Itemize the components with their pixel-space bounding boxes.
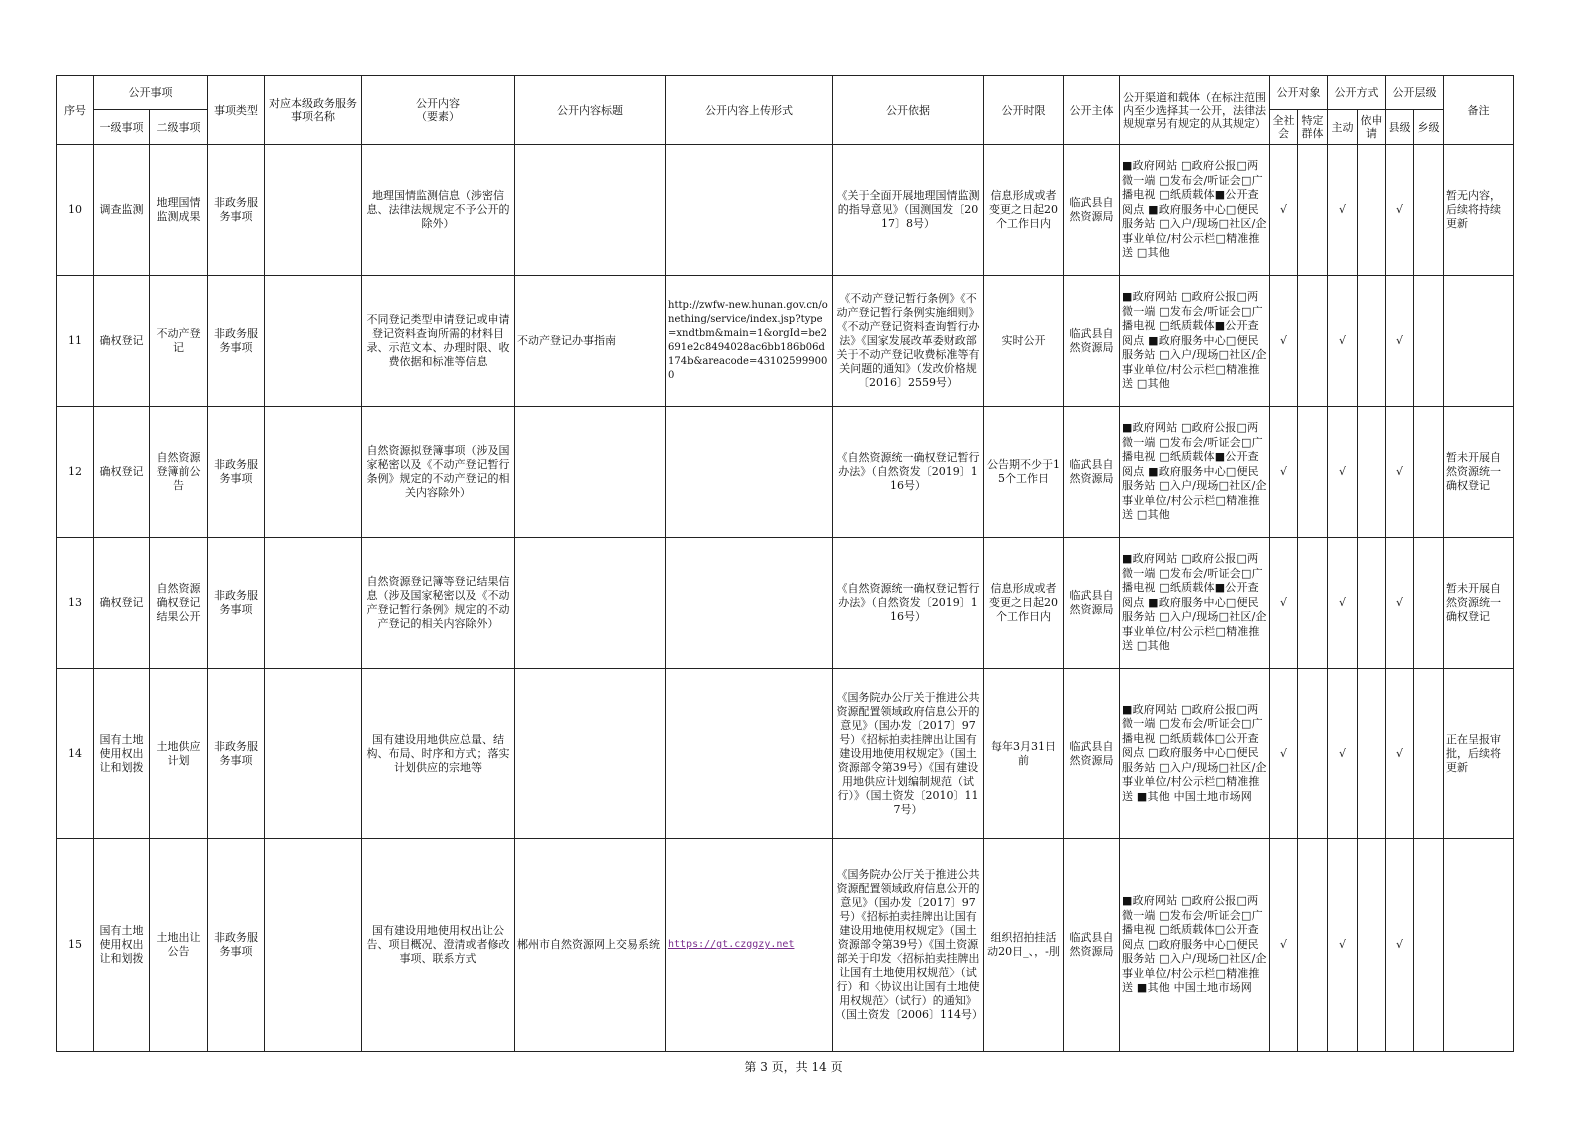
row-channels: ■政府网站 □政府公报□两微一端 □发布会/听证会□广播电视 □纸质载体□公开查阅点 □政府服务中心□便民服务站 □入户/现场□社区/企事业单位/村公示栏□精准推送 ■其他 中国土地市场网 — [1120, 839, 1270, 1052]
row-type: 非政务服务事项 — [208, 839, 265, 1052]
row-service-name — [265, 407, 362, 538]
row-subject: 临武县自然资源局 — [1064, 538, 1120, 669]
row-mode-apply — [1358, 669, 1386, 839]
row-mode-apply — [1358, 145, 1386, 276]
row-target-specific — [1298, 538, 1328, 669]
table-row — [57, 669, 1514, 839]
header-level-group: 公开层级 — [1386, 76, 1444, 110]
row-level1: 确权登记 — [94, 276, 150, 407]
header-level2: 二级事项 — [150, 110, 208, 145]
row-level-township — [1414, 839, 1444, 1052]
header-content-title: 公开内容标题 — [515, 76, 666, 145]
row-mode-active: √ — [1328, 538, 1358, 669]
row-subject: 临武县自然资源局 — [1064, 145, 1120, 276]
row-subject: 临武县自然资源局 — [1064, 669, 1120, 839]
row-type: 非政务服务事项 — [208, 538, 265, 669]
row-upload-form — [666, 145, 833, 276]
row-level-township — [1414, 669, 1444, 839]
row-upload-form — [666, 669, 833, 839]
row-upload-form[interactable]: http://zwfw-new.hunan.gov.cn/onething/service/index.jsp?type=xndtbm&main=1&orgId=be2691e2c8494028ac6bb186b06d174b&areacode=431025999000 — [666, 276, 833, 407]
row-level-county: √ — [1386, 407, 1414, 538]
header-target-group: 公开对象 — [1270, 76, 1328, 110]
row-content-title — [515, 669, 666, 839]
header-level-township: 乡级 — [1414, 110, 1444, 145]
row-mode-active: √ — [1328, 407, 1358, 538]
row-channels: ■政府网站 □政府公报□两微一端 □发布会/听证会□广播电视 □纸质载体■公开查阅点 ■政府服务中心□便民服务站 □入户/现场□社区/企事业单位/村公示栏□精准推送 □其他 — [1120, 407, 1270, 538]
row-level1: 国有土地使用权出让和划拨 — [94, 669, 150, 839]
row-remark — [1444, 839, 1514, 1052]
row-level1: 确权登记 — [94, 407, 150, 538]
header-time-limit: 公开时限 — [984, 76, 1064, 145]
row-time-limit: 组织招拍挂活动20日_、，-刖 — [984, 839, 1064, 1052]
row-service-name — [265, 145, 362, 276]
row-content: 国有建设用地供应总量、结构、布局、时序和方式；落实计划供应的宗地等 — [362, 669, 515, 839]
row-remark — [1444, 276, 1514, 407]
header-target-specific: 特定群体 — [1298, 110, 1328, 145]
row-mode-active: √ — [1328, 669, 1358, 839]
row-mode-active: √ — [1328, 145, 1358, 276]
row-level-township — [1414, 145, 1444, 276]
row-target-all: √ — [1270, 407, 1298, 538]
header-service-name: 对应本级政务服务事项名称 — [265, 76, 362, 145]
row-time-limit: 实时公开 — [984, 276, 1064, 407]
row-basis: 《国务院办公厅关于推进公共资源配置领域政府信息公开的意见》（国办发〔2017〕97号）《招标拍卖挂牌出让国有建设用地使用权规定》（国土资源部令第39号）《国有建设用地供应计划编制规范（试行）》（国土资发〔2010〕117号） — [833, 669, 984, 839]
row-content: 自然资源登记簿等登记结果信息（涉及国家秘密以及《不动产登记暂行条例》规定的不动产登记的相关内容除外） — [362, 538, 515, 669]
row-service-name — [265, 276, 362, 407]
row-content-title — [515, 407, 666, 538]
row-target-all: √ — [1270, 145, 1298, 276]
row-basis: 《国务院办公厅关于推进公共资源配置领域政府信息公开的意见》（国办发〔2017〕97号）《招标拍卖挂牌出让国有建设用地使用权规定》（国土资源部令第39号）《国土资源部关于印发〈招标拍卖挂牌出让国有土地使用权规范〉（试行）和〈协议出让国有土地使用权规范〉（试行）的通知》（国土资发〔2006〕114号） — [833, 839, 984, 1052]
row-seq: 13 — [57, 538, 94, 669]
row-level-county: √ — [1386, 669, 1414, 839]
row-subject: 临武县自然资源局 — [1064, 839, 1120, 1052]
upload-link[interactable]: https://gt.czggzy.net — [668, 939, 795, 950]
row-mode-apply — [1358, 839, 1386, 1052]
row-upload-form — [666, 538, 833, 669]
row-level-county: √ — [1386, 145, 1414, 276]
row-level2: 土地出让公告 — [150, 839, 208, 1052]
header-mode-active: 主动 — [1328, 110, 1358, 145]
row-level2: 土地供应计划 — [150, 669, 208, 839]
row-time-limit: 信息形成或者变更之日起20个工作日内 — [984, 145, 1064, 276]
row-remark: 正在呈报审批，后续将更新 — [1444, 669, 1514, 839]
header-item-group: 公开事项 — [94, 76, 208, 110]
row-subject: 临武县自然资源局 — [1064, 276, 1120, 407]
row-basis: 《关于全面开展地理国情监测的指导意见》（国测国发〔2017〕8号） — [833, 145, 984, 276]
row-time-limit: 公告期不少于15个工作日 — [984, 407, 1064, 538]
row-content-title: 不动产登记办事指南 — [515, 276, 666, 407]
row-service-name — [265, 538, 362, 669]
row-remark: 暂无内容，后续将持续更新 — [1444, 145, 1514, 276]
row-remark: 暂未开展自然资源统一确权登记 — [1444, 538, 1514, 669]
header-level1: 一级事项 — [94, 110, 150, 145]
row-level-county: √ — [1386, 839, 1414, 1052]
row-content-title — [515, 145, 666, 276]
row-target-specific — [1298, 145, 1328, 276]
header-remark: 备注 — [1444, 76, 1514, 145]
row-seq: 14 — [57, 669, 94, 839]
row-basis: 《自然资源统一确权登记暂行办法》（自然资发〔2019〕116号） — [833, 538, 984, 669]
header-content: 公开内容 （要素） — [362, 76, 515, 145]
row-level2: 自然资源确权登记结果公开 — [150, 538, 208, 669]
row-basis: 《不动产登记暂行条例》《不动产登记暂行条例实施细则》《不动产登记资料查询暂行办法》《国家发展改革委财政部关于不动产登记收费标准等有关问题的通知》（发改价格规〔2016〕2559号） — [833, 276, 984, 407]
header-upload-form: 公开内容上传形式 — [666, 76, 833, 145]
row-level-township — [1414, 276, 1444, 407]
row-content-title — [515, 538, 666, 669]
table-row — [57, 407, 1514, 538]
row-channels: ■政府网站 □政府公报□两微一端 □发布会/听证会□广播电视 □纸质载体■公开查阅点 ■政府服务中心□便民服务站 □入户/现场□社区/企事业单位/村公示栏□精准推送 □其他 — [1120, 276, 1270, 407]
table-row — [57, 538, 1514, 669]
row-target-all: √ — [1270, 538, 1298, 669]
row-level2: 地理国情监测成果 — [150, 145, 208, 276]
table-row — [57, 839, 1514, 1052]
row-upload-form — [666, 407, 833, 538]
row-channels: ■政府网站 □政府公报□两微一端 □发布会/听证会□广播电视 □纸质载体■公开查阅点 ■政府服务中心□便民服务站 □入户/现场□社区/企事业单位/村公示栏□精准推送 □其他 — [1120, 145, 1270, 276]
row-seq: 11 — [57, 276, 94, 407]
disclosure-table — [56, 75, 1514, 1052]
row-service-name — [265, 669, 362, 839]
row-mode-active: √ — [1328, 276, 1358, 407]
row-level-county: √ — [1386, 538, 1414, 669]
row-level-county: √ — [1386, 276, 1414, 407]
row-level2: 自然资源登簿前公告 — [150, 407, 208, 538]
header-basis: 公开依据 — [833, 76, 984, 145]
row-channels: ■政府网站 □政府公报□两微一端 □发布会/听证会□广播电视 □纸质载体■公开查阅点 ■政府服务中心□便民服务站 □入户/现场□社区/企事业单位/村公示栏□精准推送 □其他 — [1120, 538, 1270, 669]
header-channels: 公开渠道和载体（在标注范围内至少选择其一公开，法律法规规章另有规定的从其规定） — [1120, 76, 1270, 145]
row-level1: 确权登记 — [94, 538, 150, 669]
row-type: 非政务服务事项 — [208, 407, 265, 538]
row-type: 非政务服务事项 — [208, 276, 265, 407]
header-mode-apply: 依申请 — [1358, 110, 1386, 145]
page-number: 第 3 页，共 14 页 — [744, 1060, 843, 1074]
table-row — [57, 145, 1514, 276]
header-mode-group: 公开方式 — [1328, 76, 1386, 110]
row-content: 不同登记类型申请登记或申请登记资料查询所需的材料目录、示范文本、办理时限、收费依据和标准等信息 — [362, 276, 515, 407]
row-level2: 不动产登记 — [150, 276, 208, 407]
row-content: 国有建设用地使用权出让公告、项目概况、澄清或者修改事项、联系方式 — [362, 839, 515, 1052]
row-mode-apply — [1358, 538, 1386, 669]
row-content: 地理国情监测信息（涉密信息、法律法规规定不予公开的除外） — [362, 145, 515, 276]
row-target-specific — [1298, 669, 1328, 839]
row-mode-apply — [1358, 276, 1386, 407]
row-level-township — [1414, 407, 1444, 538]
header-level-county: 县级 — [1386, 110, 1414, 145]
row-time-limit: 每年3月31日前 — [984, 669, 1064, 839]
row-subject: 临武县自然资源局 — [1064, 407, 1120, 538]
row-target-all: √ — [1270, 276, 1298, 407]
row-seq: 15 — [57, 839, 94, 1052]
row-seq: 10 — [57, 145, 94, 276]
row-level1: 调查监测 — [94, 145, 150, 276]
row-service-name — [265, 839, 362, 1052]
row-channels: ■政府网站 □政府公报□两微一端 □发布会/听证会□广播电视 □纸质载体□公开查阅点 □政府服务中心□便民服务站 □入户/现场□社区/企事业单位/村公示栏□精准推送 ■其他 中国土地市场网 — [1120, 669, 1270, 839]
header-target-all: 全社会 — [1270, 110, 1298, 145]
header-seq: 序号 — [57, 76, 94, 145]
row-target-all: √ — [1270, 839, 1298, 1052]
row-basis: 《自然资源统一确权登记暂行办法》（自然资发〔2019〕116号） — [833, 407, 984, 538]
header-subject: 公开主体 — [1064, 76, 1120, 145]
row-upload-form-cell — [666, 839, 833, 1052]
row-target-specific — [1298, 839, 1328, 1052]
row-target-specific — [1298, 276, 1328, 407]
row-content: 自然资源拟登簿事项（涉及国家秘密以及《不动产登记暂行条例》规定的不动产登记的相关内容除外） — [362, 407, 515, 538]
row-remark: 暂未开展自然资源统一确权登记 — [1444, 407, 1514, 538]
row-time-limit: 信息形成或者变更之日起20个工作日内 — [984, 538, 1064, 669]
row-mode-apply — [1358, 407, 1386, 538]
row-seq: 12 — [57, 407, 94, 538]
row-level-township — [1414, 538, 1444, 669]
header-type: 事项类型 — [208, 76, 265, 145]
table-row — [57, 276, 1514, 407]
row-target-all: √ — [1270, 669, 1298, 839]
row-target-specific — [1298, 407, 1328, 538]
row-level1: 国有土地使用权出让和划拨 — [94, 839, 150, 1052]
row-mode-active: √ — [1328, 839, 1358, 1052]
row-type: 非政务服务事项 — [208, 145, 265, 276]
row-content-title: 郴州市自然资源网上交易系统 — [515, 839, 666, 1052]
row-type: 非政务服务事项 — [208, 669, 265, 839]
